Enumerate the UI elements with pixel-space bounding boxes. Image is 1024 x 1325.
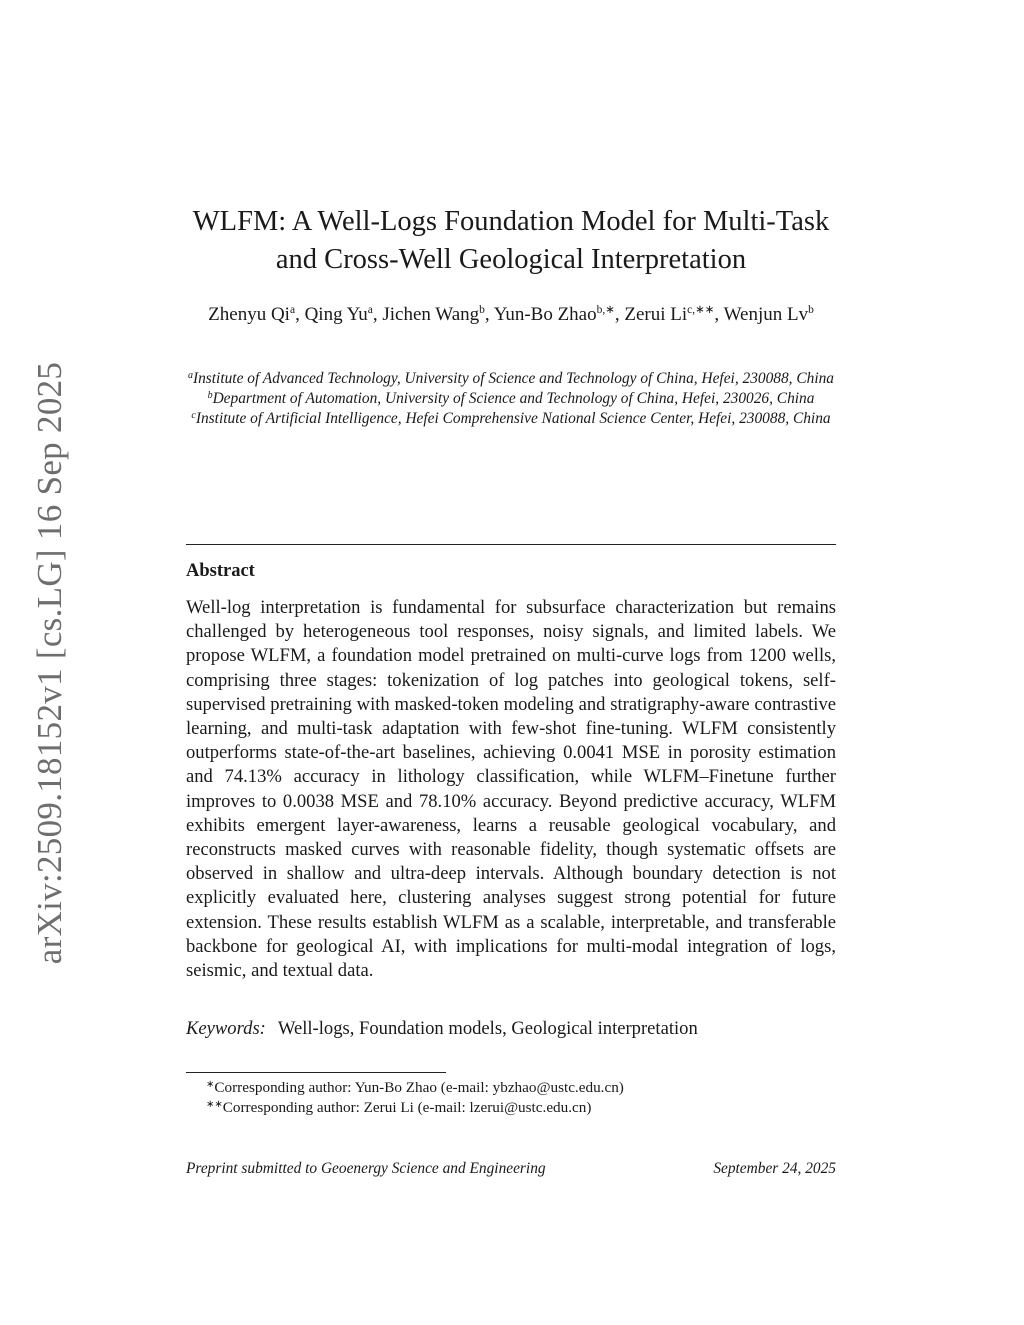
author-affiliation-mark: b <box>808 304 814 316</box>
affiliation-mark: a <box>187 370 193 381</box>
author-name: Yun-Bo Zhao <box>493 304 597 325</box>
abstract-body: Well-log interpretation is fundamental for subsurface characterization but remains challenged by heterogeneous tool responses, noisy signals, and limited labels. We propose WLFM, a foundation model pretrained on multi-curve logs from 1200 wells, comprising three stages: tokenization of log patches into geological tokens, self-supervised pretraining with masked-token modeling and stratigraphy-aware contrastive learning, and multi-task adaptation with few-shot fine-tuning. WLFM consistently outperforms state-of-the-art baselines, achieving 0.0041 MSE in porosity estimation and 74.13% accuracy in lithology classification, while WLFM–Finetune further improves to 0.0038 MSE and 78.10% accuracy. Beyond predictive accuracy, WLFM exhibits emergent layer-awareness, learns a reusable geological vocabulary, and reconstructs masked curves with reasonable fidelity, though systematic offsets are observed in shallow and ultra-deep intervals. Although boundary detection is not explicitly evaluated here, clustering analyses suggest strong potential for future extension. These results establish WLFM as a scalable, interpretable, and transferable backbone for geological AI, with implications for multi-modal integration of logs, seismic, and textual data. <box>186 597 836 982</box>
footnote-text: Corresponding author: Zerui Li (e-mail: lzerui@ustc.edu.cn) <box>222 1099 592 1116</box>
author-affiliation-mark: b,∗ <box>596 304 615 316</box>
footnote-item <box>206 1078 836 1098</box>
footnote-item <box>206 1098 836 1118</box>
affiliation-text: Department of Automation, University of Science and Technology of China, Hefei, 230026, China <box>212 390 815 407</box>
affiliation-mark: b <box>207 390 213 401</box>
arxiv-identifier-stamp: arXiv:2509.18152v1 [cs.LG] 16 Sep 2025 <box>30 361 69 965</box>
affiliation-item <box>186 409 836 429</box>
footer-date: September 24, 2025 <box>713 1160 836 1177</box>
abstract-divider <box>186 544 836 545</box>
author-name: Zhenyu Qi <box>208 304 290 325</box>
author-affiliation-mark: c,∗∗ <box>687 304 715 316</box>
author-name: Wenjun Lv <box>723 304 809 325</box>
keywords-text: Well-logs, Foundation models, Geological interpretation <box>277 1018 698 1039</box>
abstract-heading: Abstract <box>186 561 255 581</box>
author-affiliation-mark: a <box>289 304 296 316</box>
footnote-divider <box>186 1072 446 1073</box>
author-name: Jichen Wang <box>382 304 480 325</box>
keywords-label: Keywords: <box>186 1018 266 1039</box>
affiliation-item <box>186 389 836 409</box>
affiliation-mark: c <box>191 410 196 421</box>
affiliation-item <box>186 369 836 389</box>
affiliation-list <box>186 369 836 429</box>
author-affiliation-mark: a <box>367 304 373 316</box>
paper-title: WLFM: A Well-Logs Foundation Model for Multi-Task and Cross-Well Geological Interpretation <box>192 206 830 275</box>
footnote-mark: ∗∗ <box>206 1099 223 1110</box>
footnote-text: Corresponding author: Yun-Bo Zhao (e-mail: ybzhao@ustc.edu.cn) <box>214 1079 624 1096</box>
affiliation-text: Institute of Advanced Technology, University of Science and Technology of China, Hefei, 230088, China <box>192 370 835 387</box>
author-name: Qing Yu <box>304 304 368 325</box>
footnote-list <box>206 1078 836 1118</box>
author-name: Zerui Li <box>624 304 688 325</box>
affiliation-text: Institute of Artificial Intelligence, Hefei Comprehensive National Science Center, Hefei, 230088, China <box>195 410 831 427</box>
author-list: Zhenyu Qi$^a$, Qing Yu$^a$, Jichen Wang$^b$, Yun-Bo Zhao$^{b,∗}$, Zerui $Li^{c,∗∗}$, Wenjun Lv$^b$ <box>208 304 814 325</box>
page-footer <box>186 1160 836 1178</box>
footnote-mark: ∗ <box>206 1079 215 1090</box>
footer-journal: Preprint submitted to Geoenergy Science and Engineering <box>186 1160 546 1177</box>
author-affiliation-mark: b <box>479 304 485 316</box>
keywords-line <box>186 1017 836 1041</box>
